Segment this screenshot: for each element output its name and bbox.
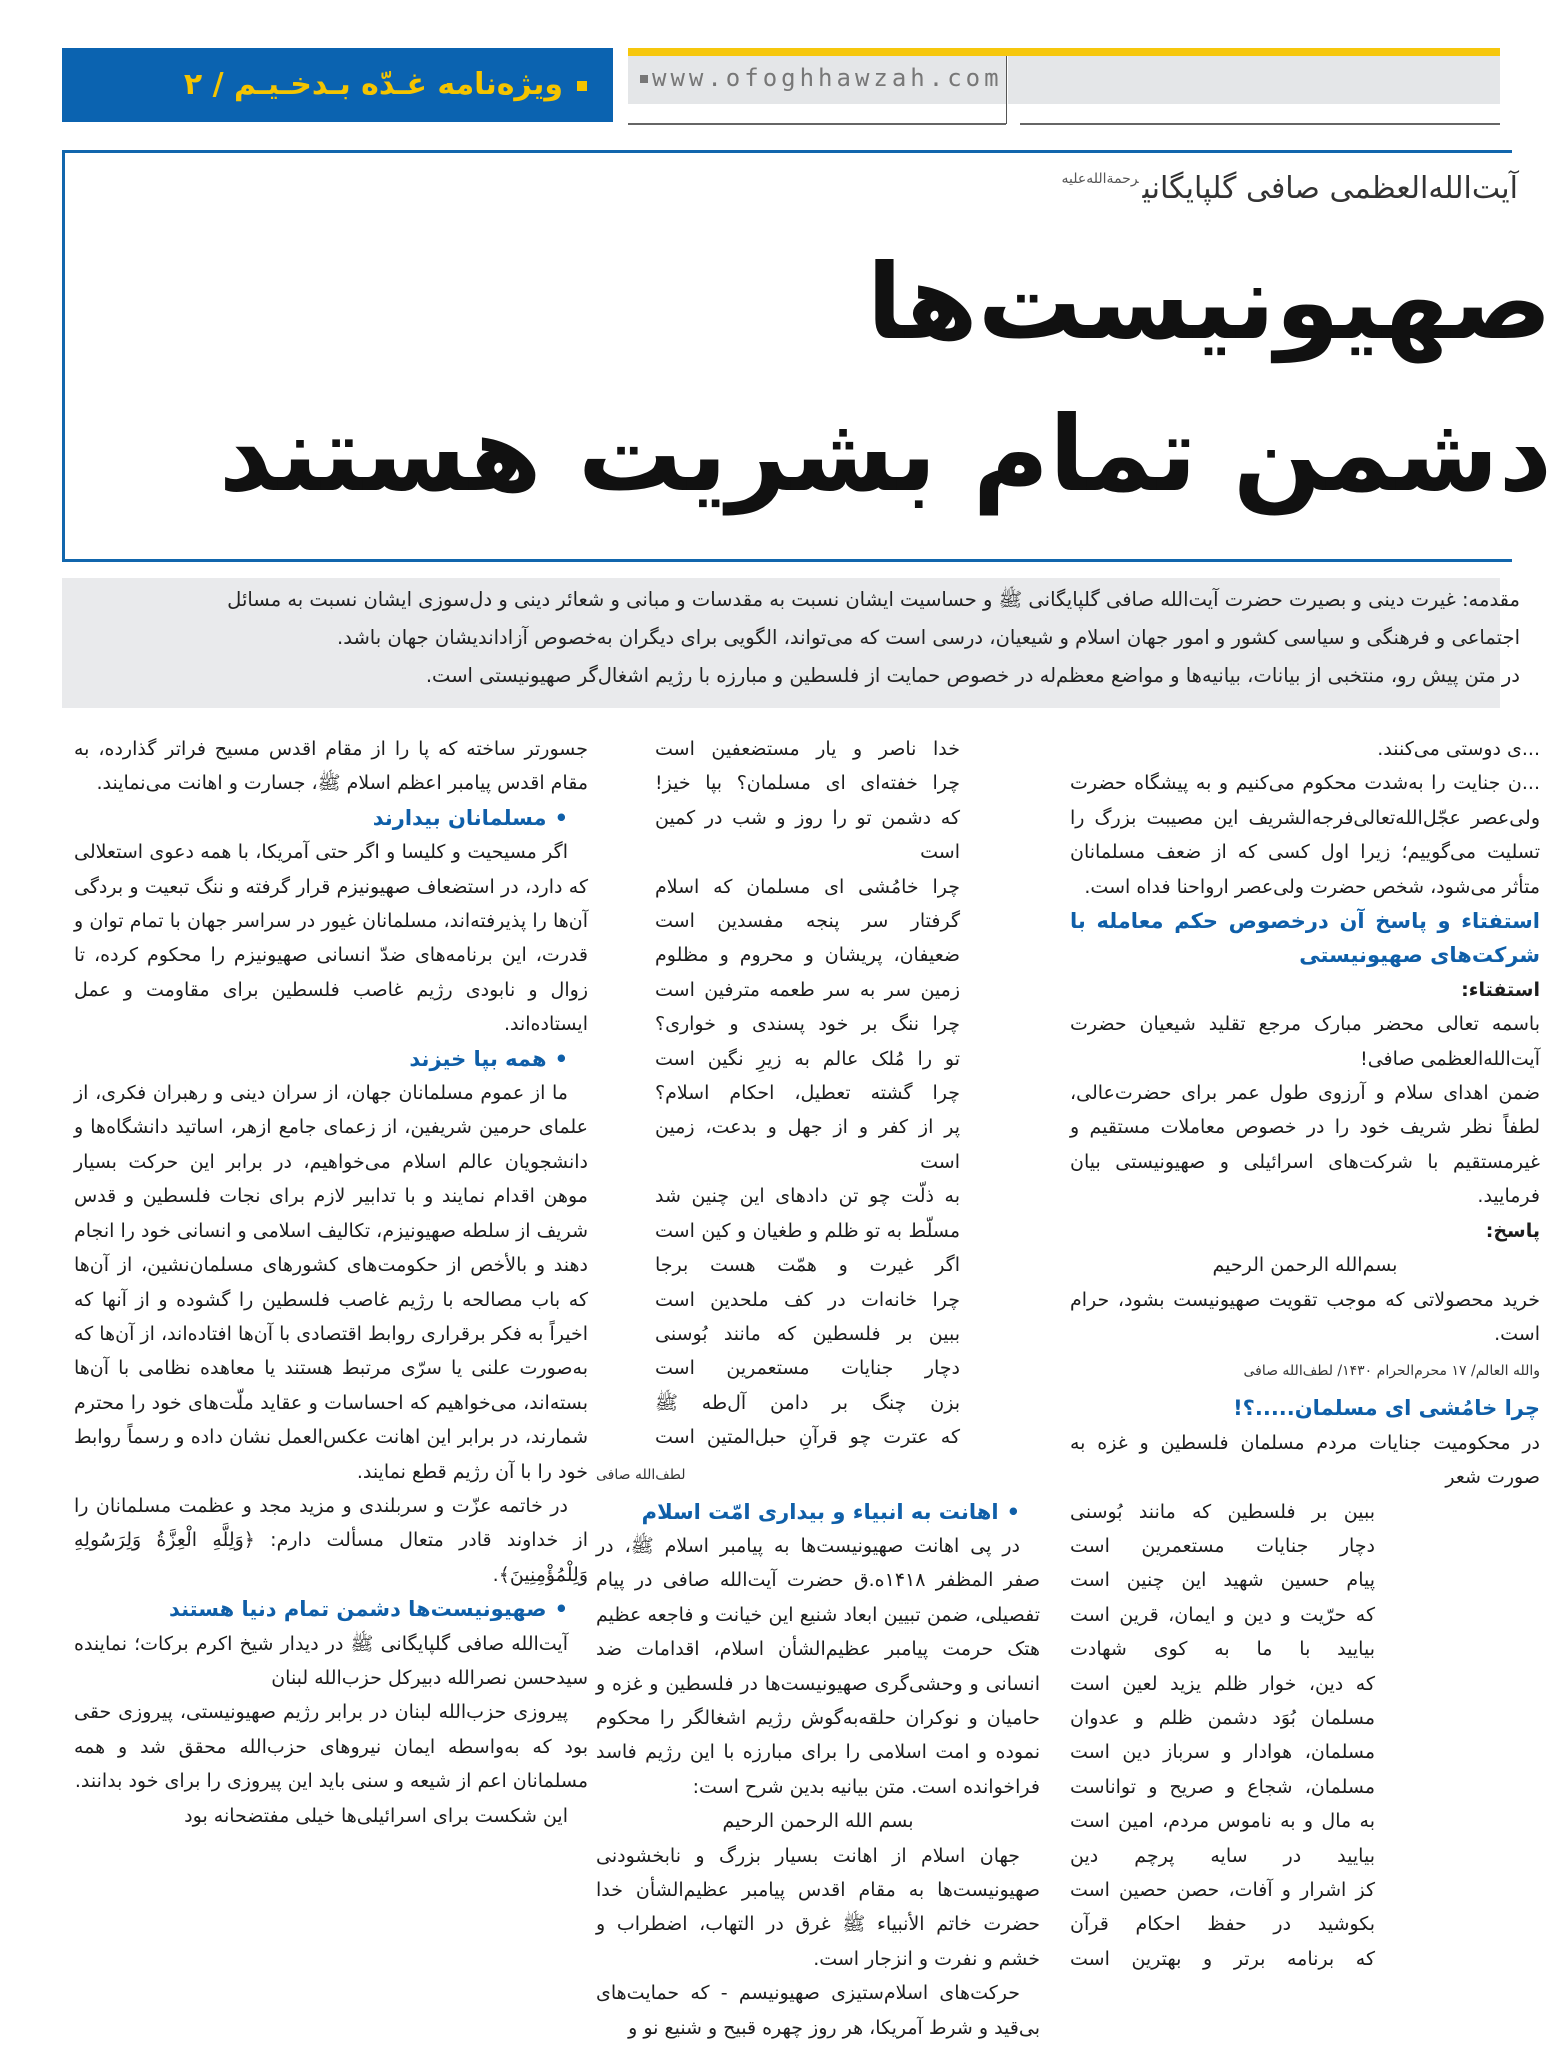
paragraph: پیروزی حزب‌الله لبنان در برابر رژیم صهیونیستی، پیروزی حقی بود که به‌واسطه ایمان نیروهای حزب‌الله محقق شد و همه مسلمانان اعم از شیعه و سنی باید این پیروزی را برای خود بدانند. (74, 1701, 588, 1793)
poem-line: پیام حسین شهید این چنین است (1070, 1569, 1375, 1592)
headline-line-1: صهیونیست‌ها (866, 241, 1552, 363)
url-box (628, 56, 1007, 104)
intro-box (62, 578, 1520, 708)
intro-line: اجتماعی و فرهنگی و سیاسی کشور و امور جهان اسلام و شیعیان، درسی است که می‌تواند، الگویی برای دیگران به‌خصوص آزاداندیشان جهان باشد. (337, 626, 1520, 649)
poem-line: مسلمان بُوَد دشمن ظلم و عدوان (1070, 1706, 1375, 1729)
bullet-square-icon (640, 75, 648, 83)
paragraph: این شکست برای اسرائیلی‌ها خیلی مفتضحانه بود (184, 1804, 568, 1827)
poem-line: خدا ناصر و یار مستضعفین است (655, 738, 960, 760)
poem-line: که دشمن تو را روز و شب در کمین است (655, 806, 960, 864)
poem-line: مسلمان، هوادار و سرباز دین است (1070, 1741, 1375, 1764)
poem-line: ببین بر فلسطین که مانند بُوسنی (1070, 1500, 1375, 1523)
answer-label: پاسخ: (1485, 1219, 1540, 1242)
bismillah: بسم الله الرحمن الرحیم (722, 1810, 914, 1833)
article-column-left (74, 732, 588, 1833)
paragraph: حرکت‌های اسلام‌ستیزی صهیونیسم - که حمایت‌های بی‌قید و شرط آمریکا، هر روز چهره قبیح و شنیع نو و (596, 1982, 1040, 2039)
poem-line: چرا خفته‌ای ای مسلمان؟ بپا خیز! (655, 772, 960, 795)
poem-signature: لطف‌الله صافی (596, 1466, 686, 1483)
paragraph: اگر مسیحیت و کلیسا و اگر حتی آمریکا، با همه دعوی استعلالی که دارد، در استضعاف صهیونیزم قرار گرفته و ننگ تبعیت و بردگی آن‌ها را پذیرفته‌اند، مسلمانان غیور در سراسر جهان با تمام توان و قدرت، این برنامه‌های ضدّ انسانی صهیونیزم را محکوم کرده، تا زوال و نابودی رژیم غاصب فلسطین برای مقاومت و عمل ایستاده‌اند. (74, 841, 588, 1036)
header-grey-band (1008, 56, 1500, 104)
poem (655, 732, 960, 1455)
poem-line: دچار جنایات مستعمرین است (655, 1357, 960, 1380)
poem-line: که دین، خوار ظلم یزید لعین است (1070, 1672, 1375, 1695)
poem-line: بزن چنگ بر دامن آل‌طه ﷺ (655, 1391, 960, 1414)
question-label: استفتاء: (1461, 978, 1540, 1001)
headline-line-2: دشمن تمام بشریت هستند (218, 393, 1552, 515)
poem-line: اگر غیرت و همّت هست برجا (655, 1254, 960, 1277)
poem-line: به ذلّت چو تن دادهای این چنین شد (655, 1185, 960, 1208)
paragraph: ...ی دوستی می‌کنند. (1377, 738, 1540, 760)
paragraph: در پی اهانت صهیونیست‌ها به پیامبر اسلام ﷺ، در صفر المظفر ۱۴۱۸ه.ق حضرت آیت‌الله صافی در پیام تفصیلی، ضمن تبیین ابعاد شنیع این خیانت و فاجعه عظیم هتک حرمت پیامبر عظیم‌الشأن اسلام، اقدامات ضد انسانی و وحشی‌گری صهیونیست‌ها در فلسطین و غزه و حامیان و نوکران حلقه‌به‌گوش رژیم اشغالگر را محکوم نموده و امت اسلامی را برای مبارزه با این رژیم فاسد فراخوانده است. متن بیانیه بدین شرح است: (596, 1534, 1040, 1798)
poem-line: مسلّط به تو ظلم و طغیان و کین است (655, 1219, 960, 1242)
url-box-underline (628, 104, 1007, 124)
section-heading: استفتاء و پاسخ آن درخصوص حکم معامله با شرکت‌های صهیونیستی (1070, 909, 1540, 968)
poem-line: ضعیفان، پریشان و محروم و مظلوم (655, 944, 960, 967)
paragraph: خرید محصولاتی که موجب تقویت صهیونیست بشود، حرام است. (1070, 1288, 1540, 1345)
paragraph: جهان اسلام از اهانت بسیار بزرگ و نابخشودنی صهیونیست‌ها به مقام اقدس پیامبر عظیم‌الشأن خدا حضرت خاتم الأنبیاء ﷺ غرق در التهاب، اضطراب و خشم و نفرت و انزجار است. (596, 1844, 1040, 1970)
poem-line: ببین بر فلسطین که مانند بُوسنی (655, 1322, 960, 1345)
article-column-right (1070, 732, 1540, 1976)
section-heading: • اهانت به انبیاء و بیداری امّت اسلام (596, 1495, 1040, 1529)
author-line (1062, 171, 1518, 206)
author-name: آیت‌الله‌العظمی صافی گلپایگانی (1142, 171, 1518, 206)
poem-line: بکوشید در حفظ احکام قرآن (1070, 1913, 1375, 1936)
website-url[interactable]: www.ofoghhawzah.com (652, 64, 1003, 92)
bismillah: بسم‌الله الرحمن الرحیم (1212, 1254, 1398, 1277)
paragraph: باسمه تعالی محضر مبارک مرجع تقلید شیعیان حضرت آیت‌الله‌العظمی صافی! (1070, 1013, 1540, 1070)
paragraph: در محکومیت جنایات مردم مسلمان فلسطین و غزه به صورت شعر (1070, 1431, 1540, 1489)
poem-line: چرا گشته تعطیل، احکام اسلام؟ (655, 1082, 960, 1105)
poem-line: که عترت چو قرآنِ حبل‌المتین است (655, 1426, 960, 1449)
paragraph: آیت‌الله صافی گلپایگانی ﷺ در دیدار شیخ اکرم برکات؛ نماینده سیدحسن نصرالله دبیرکل حزب‌الله لبنان (74, 1632, 588, 1689)
poem-line: چرا ننگ بر خود پسندی و خواری؟ (655, 1013, 960, 1036)
intro-line: مقدمه: غیرت دینی و بصیرت حضرت آیت‌الله صافی گلپایگانی ﷺ و حساسیت ایشان نسبت به مقدسات و مبانی و شعائر دینی و دل‌سوزی ایشان نسبت به مسائل (227, 588, 1520, 611)
poem-line: بیایید با ما به کوی شهادت (1070, 1638, 1375, 1661)
headline-box (62, 150, 1552, 562)
poem-line: کز اشرار و آفات، حصن حصین است (1070, 1879, 1375, 1901)
article-column-middle (596, 732, 1040, 2045)
section-heading: چرا خامُشی ای مسلمان.....؟! (1233, 1396, 1540, 1421)
poem-line: پر از کفر و از جهل و بدعت، زمین است (655, 1116, 960, 1173)
answer-signature: والله العالم/ ۱۷ محرم‌الحرام ۱۴۳۰/ لطف‌الله صافی (1243, 1363, 1540, 1380)
poem-line: دچار جنایات مستعمرین است (1070, 1534, 1375, 1557)
section-heading: • همه بپا خیزند (74, 1042, 588, 1076)
section-heading: • مسلمانان بیدارند (74, 801, 588, 835)
poem-line: تو را مُلک عالم به زیرِ نگین است (655, 1047, 960, 1070)
poem-line: مسلمان، شجاع و صریح و تواناست (1070, 1775, 1375, 1798)
paragraph: ضمن اهدای سلام و آرزوی طول عمر برای حضرت‌عالی، لطفاً نظر شریف خود را در خصوص معاملات مستقیم و غیرمستقیم با شرکت‌های اسرائیلی و صهیونیستی بیان فرمایید. (1070, 1082, 1540, 1208)
poem-line: چرا خامُشی ای مسلمان که اسلام (655, 875, 960, 898)
accent-bar (628, 48, 1500, 56)
intro-line: در متن پیش رو، منتخبی از بیانات، بیانیه‌ها و مواضع معظم‌له در خصوص حمایت از فلسطین و مبارزه با رژیم اشغال‌گر صهیونیستی است. (425, 664, 1520, 687)
section-heading: • صهیونیست‌ها دشمن تمام دنیا هستند (74, 1592, 588, 1626)
section-title: ویژه‌نامه غـدّه بـدخـیـم / ۲ (183, 67, 563, 102)
paragraph: ...ن جنایت را به‌شدت محکوم می‌کنیم و به پیشگاه حضرت ولی‌عصر عجّل‌الله‌تعالی‌فرجه‌الشریف این مصیبت بزرگ را تسلیت می‌گوییم؛ زیرا اول کسی که از ضعف مسلمانان متأثر می‌شود، شخص حضرت ولی‌عصر ارواحنا فداه است. (1070, 772, 1540, 898)
poem-line: گرفتار سر پنجه مفسدین است (655, 910, 960, 933)
paragraph: ما از عموم مسلمانان جهان، از سران دینی و رهبران فکری، از علمای حرمین شریفین، از زعمای جامع ازهر، اساتید دانشگاه‌ها و دانشجویان عالم اسلام می‌خواهیم، در برابر این حرکت بسیار موهن اقدام نمایند و با تدابیر لازم برای نجات فلسطین و قدس شریف از سلطه صهیونیزم، تکالیف اسلامی و انسانی خود را انجام دهند و بالأخص از حکومت‌های کشورهای مسلمان‌نشین، از آن‌ها که باب مصالحه با رژیم غاصب فلسطین را گشوده و از آنها که اخیراً به فکر برقراری روابط اقتصادی با آن‌ها افتاده‌اند، از آن‌ها که به‌صورت علنی یا سرّی مرتبط هستند یا معاهده نظامی با آن‌ها بسته‌اند، می‌خواهیم که احساسات و عقاید ملّت‌های خود را محترم شمارند، در برابر این اهانت عکس‌العمل نشان داده و رسماً روابط خود را با آن رژیم قطع نمایند. (74, 1082, 588, 1483)
poem-line: چرا خانه‌ات در کف ملحدین است (655, 1288, 960, 1311)
poem (1070, 1495, 1375, 1977)
divider (1020, 123, 1500, 125)
bullet-square-icon (577, 81, 587, 91)
honorific-glyph-icon: رحمة‌الله‌علیه (1061, 171, 1139, 187)
poem-line: زمین سر به سر طعمه مترفین است (655, 978, 960, 1001)
poem-line: بیایید در سایه پرچم دین (1070, 1844, 1375, 1867)
poem-line: به مال و به ناموس مردم، امین است (1070, 1810, 1375, 1833)
poem-line: که حرّیت و دین و ایمان، قرین است (1070, 1603, 1375, 1626)
paragraph: جسورتر ساخته که پا را از مقام اقدس مسیح فراتر گذارده، به مقام اقدس پیامبر اعظم اسلام ﷺ، جسارت و اهانت می‌نمایند. (74, 738, 588, 795)
paragraph: در خاتمه عزّت و سربلندی و مزید مجد و عظمت مسلمانان را از خداوند قادر متعال مسألت دارم: ﴿وَلِلَّهِ الْعِزَّةُ وَلِرَسُولِهِ وَلِلْمُؤْمِنِينَ﴾. (74, 1494, 588, 1586)
divider (628, 123, 1006, 125)
poem-line: که برنامه برتر و بهترین است (1070, 1947, 1375, 1970)
section-banner (62, 48, 613, 122)
